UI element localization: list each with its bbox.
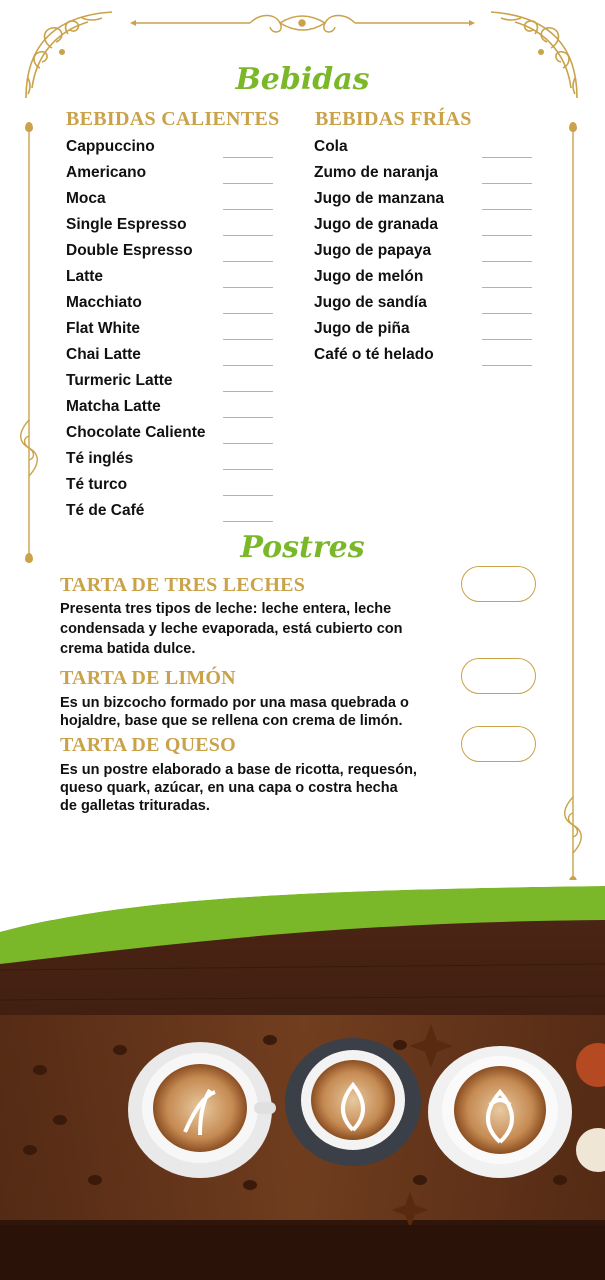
price-line bbox=[223, 157, 273, 158]
menu-item-label: Jugo de piña bbox=[314, 320, 410, 337]
price-line bbox=[223, 209, 273, 210]
menu-item-label: Cappuccino bbox=[66, 138, 155, 155]
coffee-cups-photo bbox=[0, 880, 605, 1280]
price-line bbox=[223, 235, 273, 236]
price-line bbox=[482, 209, 532, 210]
price-line bbox=[223, 261, 273, 262]
price-line bbox=[223, 391, 273, 392]
menu-item bbox=[66, 397, 286, 423]
menu-item-label: Double Espresso bbox=[66, 242, 193, 259]
dessert-tres-leches bbox=[60, 574, 440, 659]
menu-item bbox=[314, 267, 544, 293]
menu-item bbox=[66, 423, 286, 449]
menu-item bbox=[66, 371, 286, 397]
menu-item-label: Matcha Latte bbox=[66, 398, 161, 415]
menu-item-label: Jugo de melón bbox=[314, 268, 424, 285]
dessert-queso bbox=[60, 734, 440, 815]
price-line bbox=[482, 287, 532, 288]
menu-item-label: Jugo de papaya bbox=[314, 242, 432, 259]
menu-item bbox=[314, 189, 544, 215]
menu-item-label: Americano bbox=[66, 164, 147, 181]
price-line bbox=[482, 261, 532, 262]
price-line bbox=[223, 443, 273, 444]
menu-item-label: Té turco bbox=[66, 476, 128, 493]
menu-item bbox=[66, 293, 286, 319]
dessert-description: Es un bizcocho formado por una masa quebrada o hojaldre, base que se rellena con crema de limón. bbox=[60, 695, 409, 729]
menu-item bbox=[66, 163, 286, 189]
bebidas-title: Bebidas bbox=[235, 62, 370, 97]
price-line bbox=[223, 339, 273, 340]
menu-item-label: Chai Latte bbox=[66, 346, 141, 363]
menu-item-label: Moca bbox=[66, 190, 106, 207]
cold-drinks-list bbox=[314, 137, 544, 371]
price-line bbox=[223, 417, 273, 418]
menu-item-label: Zumo de naranja bbox=[314, 164, 439, 181]
menu-item bbox=[314, 137, 544, 163]
price-line bbox=[223, 495, 273, 496]
price-box-tres-leches bbox=[461, 566, 536, 602]
price-line bbox=[482, 339, 532, 340]
menu-item bbox=[66, 449, 286, 475]
menu-item bbox=[66, 319, 286, 345]
menu-item bbox=[314, 293, 544, 319]
price-line bbox=[223, 183, 273, 184]
dessert-limon bbox=[60, 667, 440, 730]
price-line bbox=[223, 469, 273, 470]
dessert-name: TARTA DE LIMÓN bbox=[60, 667, 236, 689]
menu-item-label: Jugo de manzana bbox=[314, 190, 445, 207]
dessert-name: TARTA DE QUESO bbox=[60, 734, 236, 756]
menu-item bbox=[66, 345, 286, 371]
menu-item-label: Té inglés bbox=[66, 450, 134, 467]
price-box-queso bbox=[461, 726, 536, 762]
menu-item-label: Macchiato bbox=[66, 294, 142, 311]
menu-item-label: Café o té helado bbox=[314, 346, 434, 363]
menu-item bbox=[314, 163, 544, 189]
left-border-line bbox=[28, 128, 30, 558]
dessert-description: Es un postre elaborado a base de ricotta, requesón, queso quark, azúcar, en una capa o costra hecha de galletas trituradas. bbox=[60, 762, 417, 814]
price-line bbox=[223, 521, 273, 522]
dessert-name: TARTA DE TRES LECHES bbox=[60, 574, 306, 596]
price-line bbox=[223, 313, 273, 314]
menu-item-label: Single Espresso bbox=[66, 216, 187, 233]
menu-item-label: Chocolate Caliente bbox=[66, 424, 206, 441]
menu-item-label: Flat White bbox=[66, 320, 141, 337]
menu-item-label: Turmeric Latte bbox=[66, 372, 173, 389]
menu-item bbox=[314, 345, 544, 371]
menu-item-label: Jugo de sandía bbox=[314, 294, 427, 311]
bebidas-calientes-heading: BEBIDAS CALIENTES bbox=[66, 108, 280, 130]
menu-item-label: Jugo de granada bbox=[314, 216, 439, 233]
bebidas-frias-heading: BEBIDAS FRÍAS bbox=[315, 108, 472, 130]
price-line bbox=[482, 235, 532, 236]
menu-item bbox=[66, 267, 286, 293]
menu-item bbox=[66, 189, 286, 215]
price-line bbox=[482, 157, 532, 158]
right-border-dot-top bbox=[569, 122, 577, 132]
right-swirl-ornament bbox=[562, 795, 584, 855]
menu-item bbox=[314, 319, 544, 345]
menu-item bbox=[66, 215, 286, 241]
menu-item bbox=[66, 241, 286, 267]
left-swirl-ornament bbox=[18, 418, 40, 478]
menu-item bbox=[314, 215, 544, 241]
top-flourish-ornament bbox=[130, 10, 475, 36]
menu-item-label: Cola bbox=[314, 138, 348, 155]
postres-title: Postres bbox=[240, 530, 365, 565]
price-line bbox=[482, 183, 532, 184]
left-border-dot-top bbox=[25, 122, 33, 132]
hot-drinks-list bbox=[66, 137, 286, 527]
price-box-limon bbox=[461, 658, 536, 694]
price-line bbox=[223, 287, 273, 288]
menu-item-label: Latte bbox=[66, 268, 104, 285]
price-line bbox=[223, 365, 273, 366]
menu-item bbox=[314, 241, 544, 267]
dessert-description: Presenta tres tipos de leche: leche entera, leche condensada y leche evaporada, está cubierto con crema batida dulce. bbox=[60, 601, 403, 657]
menu-item bbox=[66, 137, 286, 163]
price-line bbox=[482, 313, 532, 314]
menu-item bbox=[66, 475, 286, 501]
right-border-line bbox=[572, 128, 574, 888]
menu-item bbox=[66, 501, 286, 527]
menu-item-label: Té de Café bbox=[66, 502, 145, 519]
price-line bbox=[482, 365, 532, 366]
